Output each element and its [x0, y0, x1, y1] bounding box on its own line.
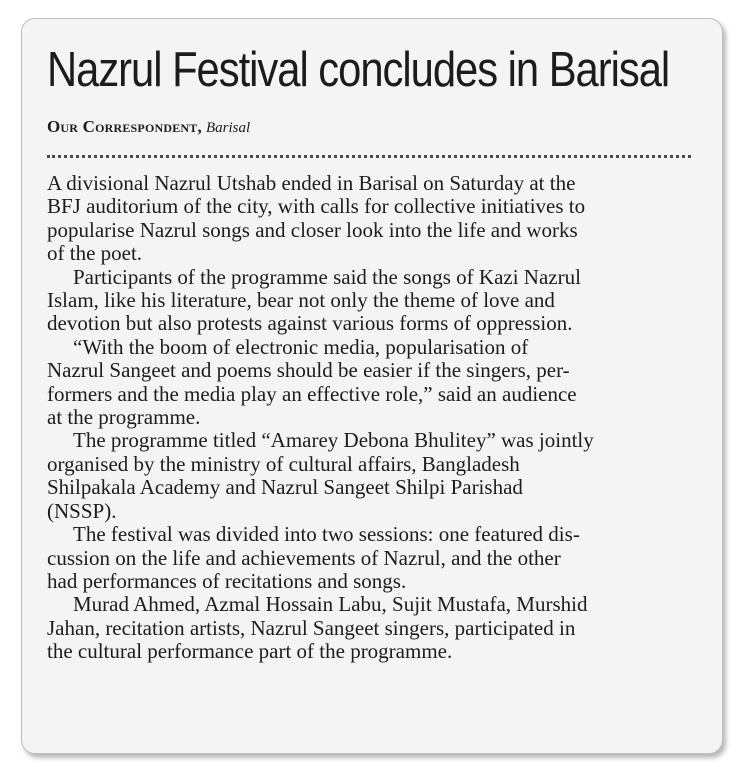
article-line: Islam, like his literature, bear not only the theme of love and: [47, 288, 555, 313]
article-line: organised by the ministry of cultural affairs, Bangladesh: [47, 451, 520, 476]
article-line: of the poet.: [47, 241, 143, 266]
article-line: popularise Nazrul songs and closer look into the life and works: [47, 217, 578, 242]
article-line: A divisional Nazrul Utshab ended in Barisal on Saturday at the: [47, 171, 576, 195]
article-line: Murad Ahmed, Azmal Hossain Labu, Sujit Mustafa, Murshid: [73, 592, 588, 617]
article-line: at the programme.: [47, 405, 201, 430]
article-line: Participants of the programme said the songs of Kazi Nazrul: [73, 264, 581, 289]
article-line: Nazrul Sangeet and poems should be easier if the singers, per-: [47, 358, 570, 383]
article-line: the cultural performance part of the programme.: [47, 639, 453, 664]
article-line: had performances of recitations and songs.: [47, 568, 407, 593]
article-line: BFJ auditorium of the city, with calls for collective initiatives to: [47, 194, 586, 219]
article-line: cussion on the life and achievements of Nazrul, and the other: [47, 545, 561, 570]
byline-author: Our Correspondent,: [47, 117, 202, 136]
article-line: formers and the media play an effective role,” said an audience: [47, 381, 577, 406]
article-line: Jahan, recitation artists, Nazrul Sangeet singers, participated in: [47, 615, 576, 640]
headline: Nazrul Festival concludes in Barisal: [47, 43, 670, 97]
article-line: (NSSP).: [47, 498, 117, 523]
article-line: “With the boom of electronic media, popularisation of: [73, 334, 529, 359]
byline: [47, 117, 250, 137]
byline-location: Barisal: [205, 120, 251, 136]
article-line: The festival was divided into two sessions: one featured dis-: [73, 522, 580, 547]
dotted-divider: [47, 155, 691, 158]
article-line: The programme titled “Amarey Debona Bhulitey” was jointly: [73, 428, 594, 453]
article-body: [47, 172, 693, 664]
article-line: Shilpakala Academy and Nazrul Sangeet Shilpi Parishad: [47, 475, 523, 500]
article-line: devotion but also protests against various forms of oppression.: [47, 311, 573, 336]
